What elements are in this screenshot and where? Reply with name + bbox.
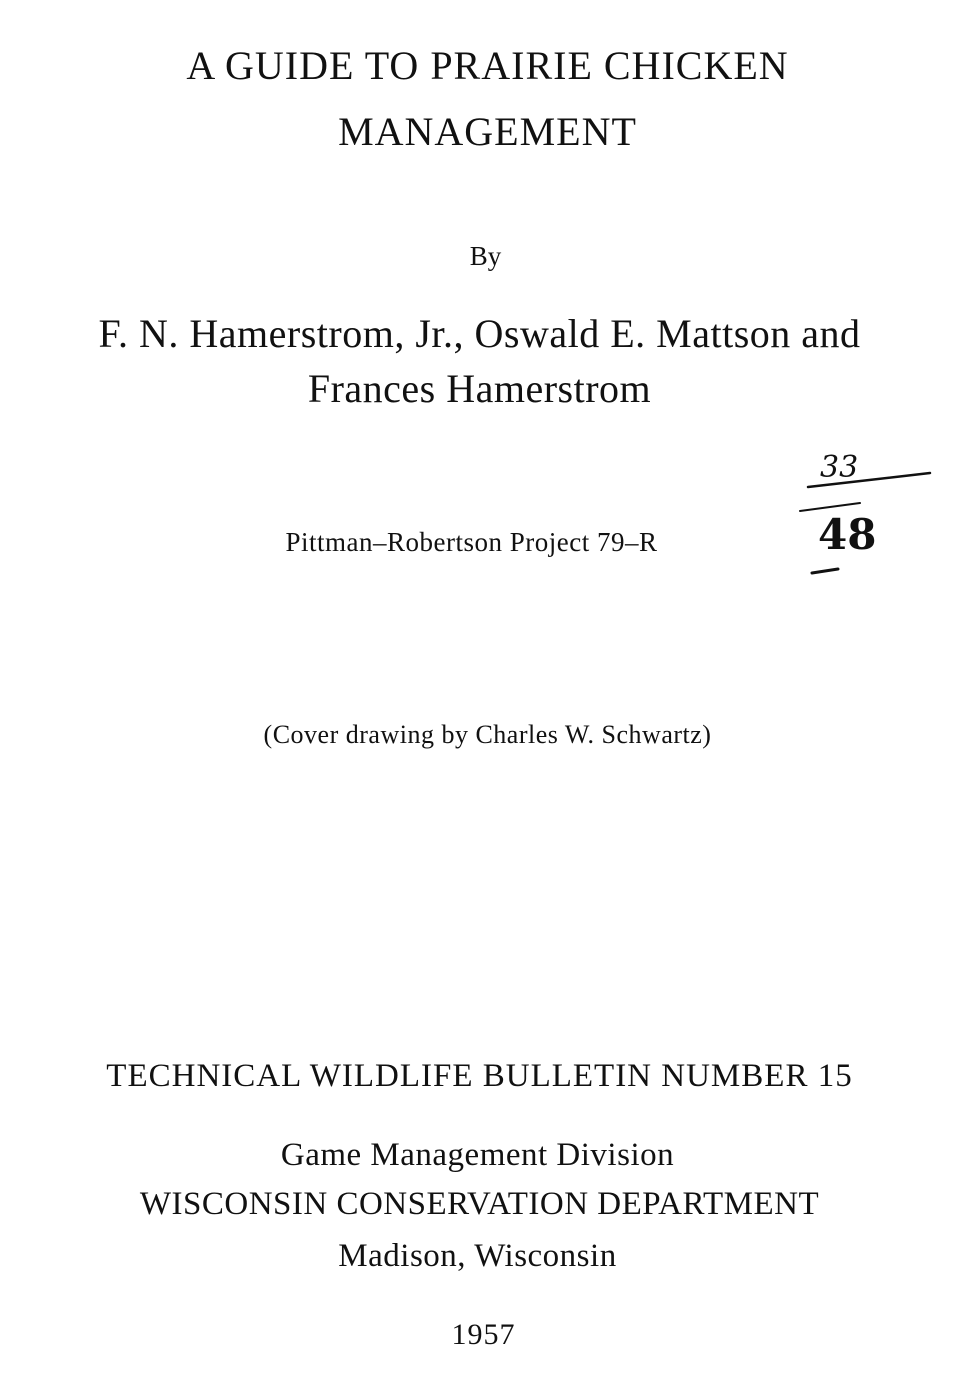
- title-line-2: MANAGEMENT: [338, 109, 637, 154]
- handwritten-fraction: [790, 445, 940, 585]
- handwritten-numerator: 33: [820, 450, 859, 485]
- project-number: Pittman–Robertson Project 79–R: [285, 527, 658, 557]
- cover-credit: (Cover drawing by Charles W. Schwartz): [263, 720, 712, 749]
- publisher-department: WISCONSIN CONSERVATION DEPARTMENT: [139, 1186, 820, 1222]
- publisher-division: Game Management Division: [280, 1137, 675, 1173]
- authors-line-2: Frances Hamerstrom: [307, 366, 652, 411]
- title-line-1: A GUIDE TO PRAIRIE CHICKEN: [186, 43, 789, 88]
- series-title: TECHNICAL WILDLIFE BULLETIN NUMBER 15: [106, 1058, 853, 1094]
- authors-line-1: F. N. Hamerstrom, Jr., Oswald E. Mattson and: [98, 311, 861, 356]
- handwritten-denominator: 48: [818, 510, 877, 559]
- handwritten-underline: [812, 569, 838, 573]
- byline: By: [469, 241, 502, 271]
- publisher-place: Madison, Wisconsin: [338, 1238, 617, 1274]
- publication-year: 1957: [451, 1318, 516, 1351]
